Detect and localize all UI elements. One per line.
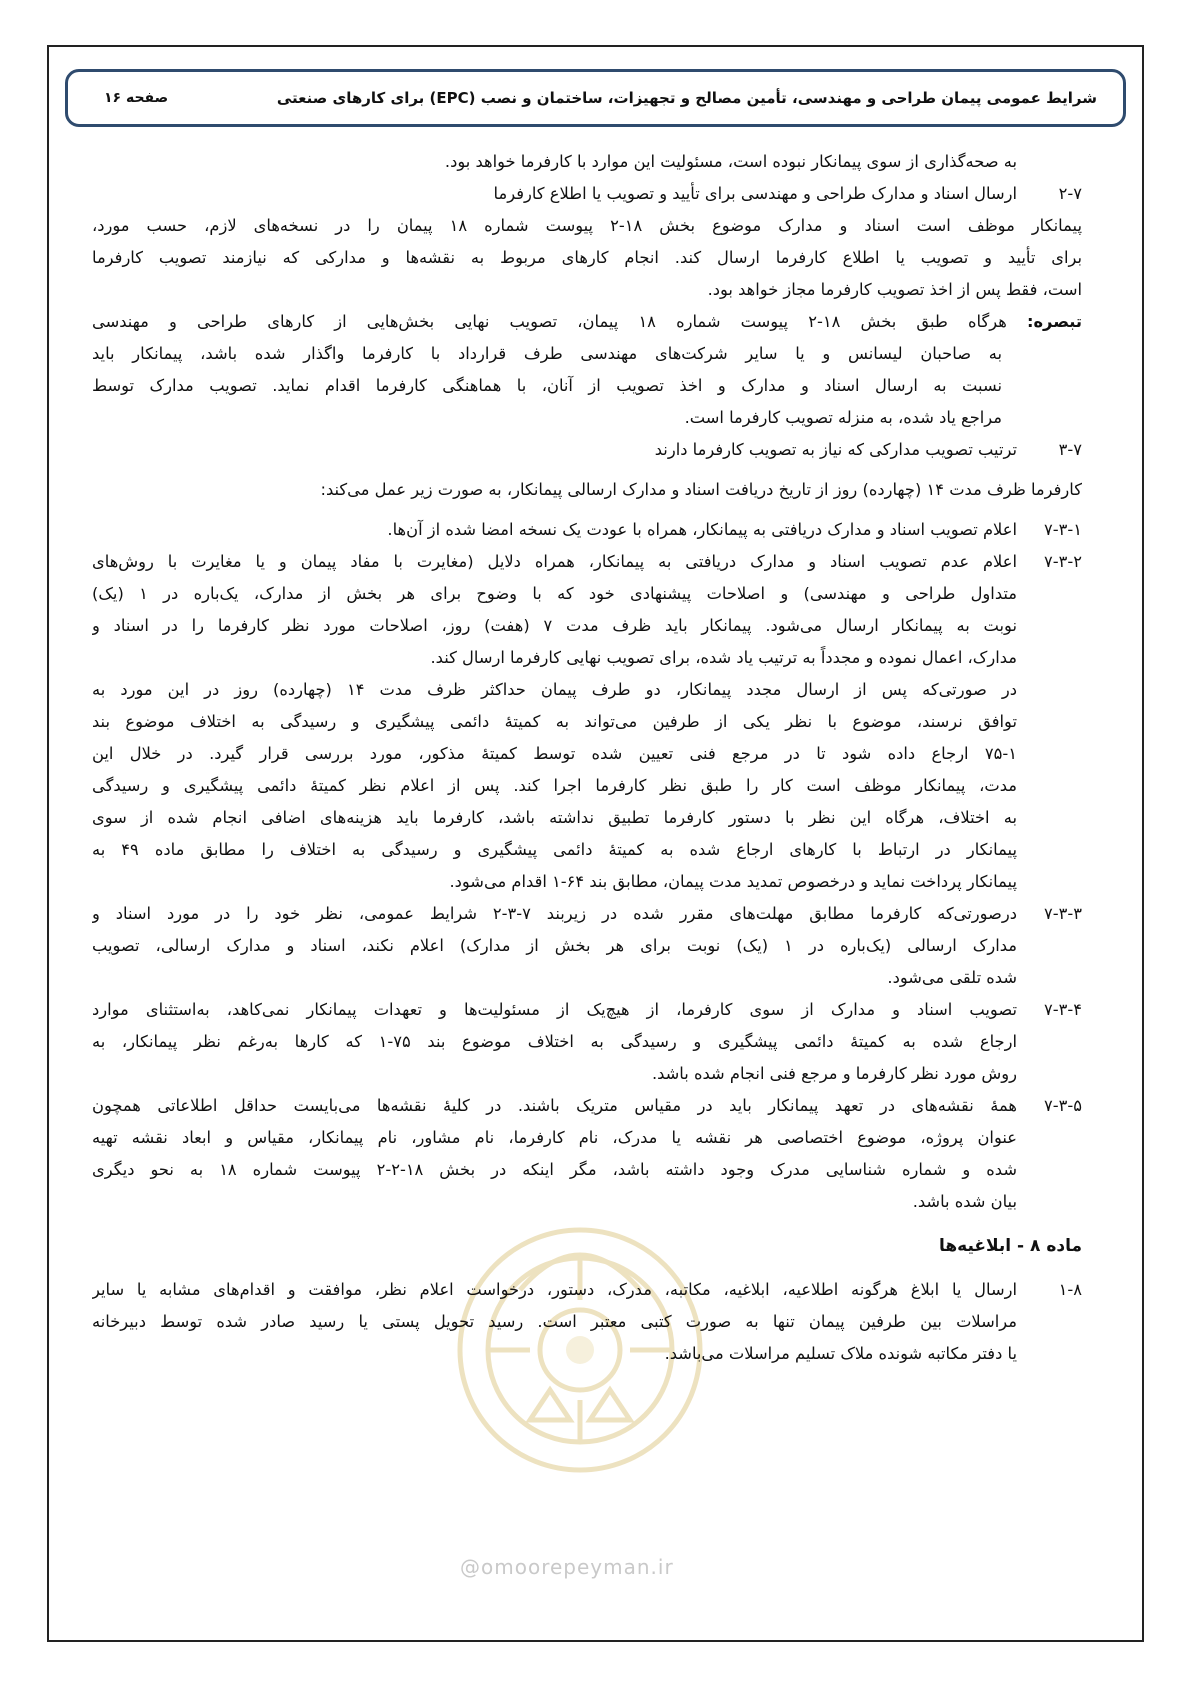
section-intro: کارفرما ظرف مدت ۱۴ (چهارده) روز از تاریخ دریافت اسناد و مدارک ارسالی پیمانکار، به صورت زیر عمل می‌کند: — [320, 480, 1082, 499]
page-number: صفحه ۱۶ — [104, 90, 169, 106]
paragraph-line: ۷۵-۱ ارجاع داده شود تا در مرجع فنی تعیین شده توسط کمیتهٔ مذکور، مورد بررسی قرار گیرد. در خلال این — [92, 744, 1017, 763]
note-line: مراجع یاد شده، به منزله تصویب کارفرما است. — [684, 408, 1002, 427]
note-line: نسبت به ارسال اسناد و مدارک و اخذ تصویب از آنان، با هماهنگی کارفرما اقدام نماید. تصویب مدارک توسط — [92, 376, 1002, 395]
clause-text: تصویب اسناد و مدارک از سوی کارفرما، از هیچ‌یک از مسئولیت‌ها و تعهدات پیمانکار نمی‌کاهد، به‌استثنای موارد — [92, 1000, 1017, 1019]
paragraph-line: مدارک ارسالی (یک‌باره در ۱ (یک) نوبت برای هر بخش از مدارک) اعلام نکند، اسناد و مدارک ارسالی، تصویب — [92, 936, 1017, 955]
section-title: ارسال اسناد و مدارک طراحی و مهندسی برای تأیید و تصویب یا اطلاع کارفرما — [493, 184, 1017, 203]
paragraph-line: نوبت به پیمانکار ارسال می‌شود. پیمانکار باید ظرف مدت ۷ (هفت) روز، اصلاحات مورد نظر کارفرما را در اسناد و — [92, 616, 1018, 635]
section-heading — [92, 434, 1082, 466]
section-number: ۳-۷ — [1058, 440, 1082, 459]
note-label: تبصره: — [1026, 312, 1082, 331]
paragraph-line: مدارک، اعمال نموده و مجدداً به ترتیب یاد شده، برای تصویب نهایی کارفرما ارسال کند. — [430, 648, 1017, 667]
clause-number: ۱-۸ — [1058, 1280, 1082, 1299]
article-8-title: ماده ۸ - ابلاغیه‌ها — [938, 1236, 1082, 1256]
clause-text: همهٔ نقشه‌های در تعهد پیمانکار باید در مقیاس متریک باشند. در کلیهٔ نقشه‌ها می‌بایست حداقل اطلاعاتی همچون — [92, 1096, 1017, 1115]
clause-text: ارسال یا ابلاغ هرگونه اطلاعیه، ابلاغیه، مکاتبه، مدرک، دستور، درخواست اعلام نظر، موافقت و اقدام‌های مشابه یا سایر — [92, 1280, 1017, 1299]
intro-line: به صحه‌گذاری از سوی پیمانکار نبوده است، مسئولیت این موارد با کارفرما خواهد بود. — [444, 152, 1017, 171]
clause-7-3-1 — [92, 514, 1082, 546]
paragraph-line: شده تلقی می‌شود. — [887, 968, 1017, 987]
clause-number: ۷-۳-۵ — [1044, 1096, 1082, 1115]
paragraph-line: پیمانکار پرداخت نماید و درخصوص تمدید مدت پیمان، مطابق بند ۶۴-۱ اقدام می‌شود. — [449, 872, 1017, 891]
clause-number: ۷-۳-۲ — [1044, 552, 1082, 571]
paragraph-line: در صورتی‌که پس از ارسال مجدد پیمانکار، دو طرف پیمان حداکثر ظرف مدت ۱۴ (چهارده) روز در این مورد به — [92, 680, 1017, 699]
document-title: شرایط عمومی پیمان طراحی و مهندسی، تأمین مصالح و تجهیزات، ساختمان و نصب (EPC) برای کارهای صنعتی — [276, 89, 1097, 107]
page-header — [65, 69, 1126, 127]
note-line: به صاحبان لیسانس و یا سایر شرکت‌های مهندسی طرف قرارداد با کارفرما واگذار شده باشد، پیمانکار باید — [92, 344, 1002, 363]
clause-number: ۷-۳-۱ — [1044, 520, 1082, 539]
clause-text: درصورتی‌که کارفرما مطابق مهلت‌های مقرر شده در زیربند ۷-۳-۲ شرایط عمومی، نظر خود را در مورد اسناد و — [92, 904, 1017, 923]
section-heading — [92, 178, 1082, 210]
paragraph-line: روش مورد نظر کارفرما و مرجع فنی انجام شده باشد. — [651, 1064, 1017, 1083]
clause-7-3-2 — [92, 546, 1082, 578]
clause-8-1 — [92, 1274, 1082, 1306]
paragraph-line: مدت، پیمانکار موظف است کار را طبق نظر کارفرما اجرا کند. پس از اعلام نظر کمیتهٔ دائمی پیشگیری و رسیدگی — [92, 776, 1017, 795]
paragraph-line: توافق نرسند، موضوع با نظر یکی از طرفین می‌تواند به کمیتهٔ دائمی پیشگیری و رسیدگی به اختلاف موضوع بند — [92, 712, 1017, 731]
paragraph-line: شده و شماره شناسایی مدرک وجود داشته باشد، مگر اینکه در بخش ۱۸-۲-۲ پیوست شماره ۱۸ به نحو دیگری — [92, 1160, 1017, 1179]
clause-number: ۷-۳-۴ — [1044, 1000, 1082, 1019]
paragraph-line: پیمانکار در ارتباط با کارهای ارجاع شده به کمیتهٔ دائمی پیشگیری و رسیدگی به اختلاف را مطابق ماده ۴۹ به — [92, 840, 1018, 859]
paragraph-line: به اختلاف، هرگاه این نظر با دستور کارفرما تطبیق نداشته باشد، کارفرما باید هزینه‌های اضافی انجام شده از سوی — [92, 808, 1017, 827]
paragraph-line: برای تأیید و تصویب یا اطلاع کارفرما ارسال کند. انجام کارهای مربوط به نقشه‌ها و مدارکی که نیازمند تصویب کارفرما — [92, 248, 1082, 267]
paragraph-line: یا دفتر مکاتبه شونده ملاک تسلیم مراسلات می‌باشد. — [664, 1344, 1017, 1363]
clause-text: اعلام تصویب اسناد و مدارک دریافتی به پیمانکار، همراه با عودت یک نسخه امضا شده از آن‌ها. — [387, 520, 1017, 539]
paragraph-line: عنوان پروژه، موضوع اختصاصی هر نقشه یا مدرک، نام کارفرما، نام مشاور، نام پیمانکار، مقیاس و ابعاد نقشه تهیه — [92, 1128, 1017, 1147]
clause-7-3-3 — [92, 898, 1082, 930]
note-text: هرگاه طبق بخش ۱۸-۲ پیوست شماره ۱۸ پیمان، تصویب نهایی بخش‌هایی از کارهای طراحی و مهندسی — [92, 312, 1007, 331]
document-body — [92, 146, 1082, 1370]
paragraph-line: بیان شده باشد. — [912, 1192, 1017, 1211]
paragraph-line: ارجاع شده به کمیتهٔ دائمی پیشگیری و رسیدگی به اختلاف موضوع بند ۷۵-۱ که کارها به‌رغم نظر پیمانکار، به — [92, 1032, 1017, 1051]
clause-7-3-4 — [92, 994, 1082, 1026]
watermark-text: @omoorepeyman.ir — [460, 1555, 674, 1579]
paragraph-line: مراسلات بین طرفین پیمان تنها به صورت کتبی معتبر است. رسید تحویل پستی یا رسید صادر شده توسط دبیرخانه — [92, 1312, 1017, 1331]
paragraph-line: است، فقط پس از اخذ تصویب کارفرما مجاز خواهد بود. — [707, 280, 1082, 299]
paragraph-line: پیمانکار موظف است اسناد و مدارک موضوع بخش ۱۸-۲ پیوست شماره ۱۸ پیمان را در نسخه‌های لازم، حسب مورد، — [92, 216, 1082, 235]
clause-number: ۷-۳-۳ — [1044, 904, 1082, 923]
clause-7-3-5 — [92, 1090, 1082, 1122]
clause-text: اعلام عدم تصویب اسناد و مدارک دریافتی به پیمانکار، همراه دلایل (مغایرت با مفاد پیمان و یا مغایرت با روش‌های — [92, 552, 1017, 571]
paragraph-line: متداول طراحی و مهندسی) و اصلاحات پیشنهادی خود که با وضوح برای هر بخش از مدارک، یک‌باره در ۱ (یک) — [92, 584, 1018, 603]
note-first-line — [92, 306, 1082, 338]
section-number: ۲-۷ — [1058, 184, 1082, 203]
section-title: ترتیب تصویب مدارکی که نیاز به تصویب کارفرما دارند — [654, 440, 1017, 459]
